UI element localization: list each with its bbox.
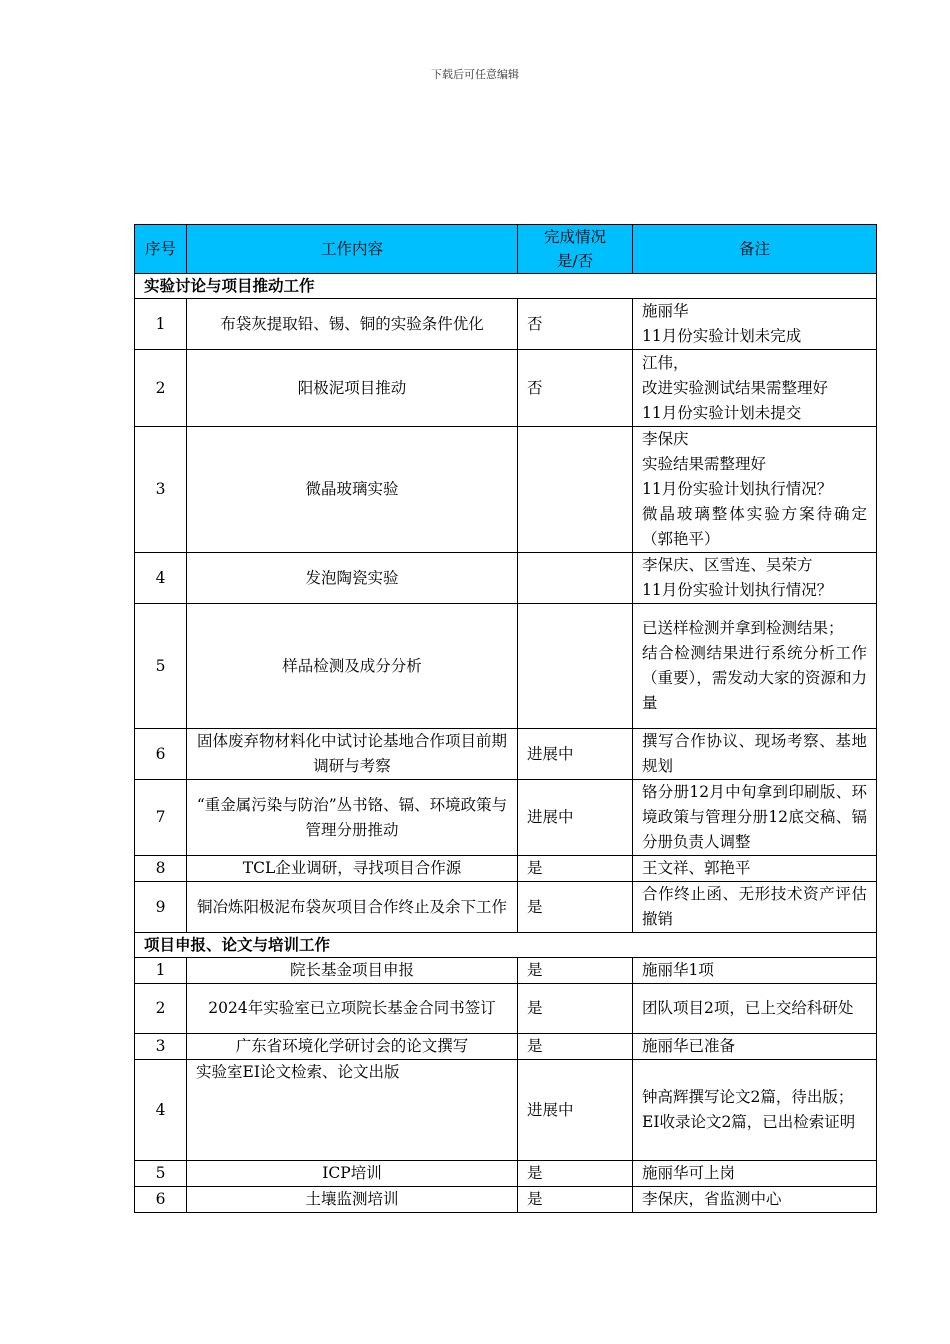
table-row: [135, 958, 877, 984]
table-row: [135, 299, 877, 350]
remark-cell: [633, 1187, 877, 1213]
section-row: [135, 933, 877, 958]
remark-cell: [633, 984, 877, 1034]
completion-status: 否: [518, 299, 633, 350]
completion-status: 是: [518, 984, 633, 1034]
remark-line: EI收录论文2篇，已出检索证明: [642, 1113, 856, 1131]
remark-line: 施丽华已准备: [642, 1037, 736, 1055]
table-row: [135, 780, 877, 856]
header-num: 序号: [135, 225, 187, 274]
completion-status: 进展中: [518, 729, 633, 780]
remark-cell: [633, 604, 877, 729]
remark-cell: [633, 729, 877, 780]
work-content: 铜冶炼阳极泥布袋灰项目合作终止及余下工作: [187, 882, 518, 933]
table-row: [135, 1187, 877, 1213]
completion-status: [518, 427, 633, 553]
table-row: [135, 604, 877, 729]
remark-line: 11月份实验计划未完成: [642, 327, 802, 345]
work-content: 微晶玻璃实验: [187, 427, 518, 553]
row-number: 4: [135, 553, 187, 604]
remark-line: 已送样检测并拿到检测结果；: [642, 619, 844, 637]
work-content: 实验室EI论文检索、论文出版: [187, 1060, 518, 1161]
remark-line: 施丽华1项: [642, 961, 714, 979]
header-work: 工作内容: [187, 225, 518, 274]
row-number: 3: [135, 1034, 187, 1060]
header-status: [518, 225, 633, 274]
completion-status: 是: [518, 958, 633, 984]
work-table: [134, 224, 877, 1213]
completion-status: 进展中: [518, 1060, 633, 1161]
work-content: 布袋灰提取铅、锡、铜的实验条件优化: [187, 299, 518, 350]
completion-status: 是: [518, 856, 633, 882]
remark-line: 微晶玻璃整体实验方案待确定（郭艳平）: [642, 505, 867, 548]
remark-line: 结合检测结果进行系统分析工作（重要），需发动大家的资源和力量: [642, 644, 867, 712]
row-number: 4: [135, 1060, 187, 1161]
row-number: 1: [135, 958, 187, 984]
section-row: [135, 274, 877, 299]
remark-line: 施丽华可上岗: [642, 1164, 736, 1182]
remark-line: 李保庆，省监测中心: [642, 1190, 782, 1208]
completion-status: [518, 553, 633, 604]
header-note: 备注: [633, 225, 877, 274]
completion-status: 是: [518, 882, 633, 933]
remark-line: 11月份实验计划执行情况？: [642, 581, 833, 599]
row-number: 7: [135, 780, 187, 856]
table-row: [135, 882, 877, 933]
remark-line: 施丽华: [642, 302, 689, 320]
row-number: 2: [135, 984, 187, 1034]
remark-line: 铬分册12月中旬拿到印刷版、环境政策与管理分册12底交稿、镉分册负责人调整: [642, 783, 867, 851]
remark-line: 团队项目2项，已上交给科研处: [642, 999, 854, 1017]
row-number: 9: [135, 882, 187, 933]
completion-status: 是: [518, 1187, 633, 1213]
work-content: “重金属污染与防治”丛书铬、镉、环境政策与管理分册推动: [187, 780, 518, 856]
table-row: [135, 1161, 877, 1187]
remark-line: 合作终止函、无形技术资产评估撤销: [642, 885, 867, 928]
work-content: 土壤监测培训: [187, 1187, 518, 1213]
section-title: 实验讨论与项目推动工作: [135, 274, 877, 299]
work-content: 发泡陶瓷实验: [187, 553, 518, 604]
remark-cell: [633, 427, 877, 553]
row-number: 5: [135, 604, 187, 729]
remark-line: 李保庆、区雪连、吴荣方: [642, 556, 813, 574]
work-content: 阳极泥项目推动: [187, 350, 518, 427]
completion-status: 否: [518, 350, 633, 427]
work-content: 2024年实验室已立项院长基金合同书签订: [187, 984, 518, 1034]
table-row: [135, 1034, 877, 1060]
remark-cell: [633, 299, 877, 350]
header-status-line1: 完成情况: [543, 228, 606, 246]
header-status-line2: 是/否: [556, 252, 594, 270]
work-content: 广东省环境化学研讨会的论文撰写: [187, 1034, 518, 1060]
work-content: 样品检测及成分分析: [187, 604, 518, 729]
row-number: 6: [135, 1187, 187, 1213]
remark-cell: [633, 780, 877, 856]
remark-line: 11月份实验计划未提交: [642, 403, 802, 422]
remark-cell: [633, 856, 877, 882]
row-number: 6: [135, 729, 187, 780]
remark-cell: [633, 1034, 877, 1060]
completion-status: 进展中: [518, 780, 633, 856]
row-number: 2: [135, 350, 187, 427]
completion-status: 是: [518, 1034, 633, 1060]
work-content: ICP培训: [187, 1161, 518, 1187]
remark-line: 撰写合作协议、现场考察、基地规划: [642, 732, 867, 775]
table-row: [135, 729, 877, 780]
row-number: 3: [135, 427, 187, 553]
remark-cell: [633, 350, 877, 427]
completion-status: 是: [518, 1161, 633, 1187]
remark-cell: [633, 1060, 877, 1161]
work-content: 院长基金项目申报: [187, 958, 518, 984]
remark-line: 王文祥、郭艳平: [642, 859, 751, 877]
completion-status: [518, 604, 633, 729]
remark-cell: [633, 1161, 877, 1187]
watermark-text: 下载后可任意编辑: [431, 68, 519, 81]
table-row: [135, 553, 877, 604]
table-row: [135, 984, 877, 1034]
remark-line: 11月份实验计划执行情况？: [642, 480, 833, 498]
remark-line: 江伟，: [642, 353, 689, 372]
section-title: 项目申报、论文与培训工作: [135, 933, 877, 958]
table-row: [135, 856, 877, 882]
remark-line: 钟高辉撰写论文2篇，待出版；: [642, 1088, 854, 1106]
work-content: TCL企业调研，寻找项目合作源: [187, 856, 518, 882]
work-content: 固体废弃物材料化中试讨论基地合作项目前期调研与考察: [187, 729, 518, 780]
remark-cell: [633, 553, 877, 604]
header-row: [135, 225, 877, 274]
table-row: [135, 350, 877, 427]
remark-line: 李保庆: [642, 430, 689, 448]
remark-cell: [633, 958, 877, 984]
table-row: [135, 427, 877, 553]
remark-cell: [633, 882, 877, 933]
remark-line: 改进实验测试结果需整理好: [642, 378, 829, 397]
row-number: 1: [135, 299, 187, 350]
remark-line: 实验结果需整理好: [642, 455, 767, 473]
row-number: 5: [135, 1161, 187, 1187]
table-row: [135, 1060, 877, 1161]
row-number: 8: [135, 856, 187, 882]
